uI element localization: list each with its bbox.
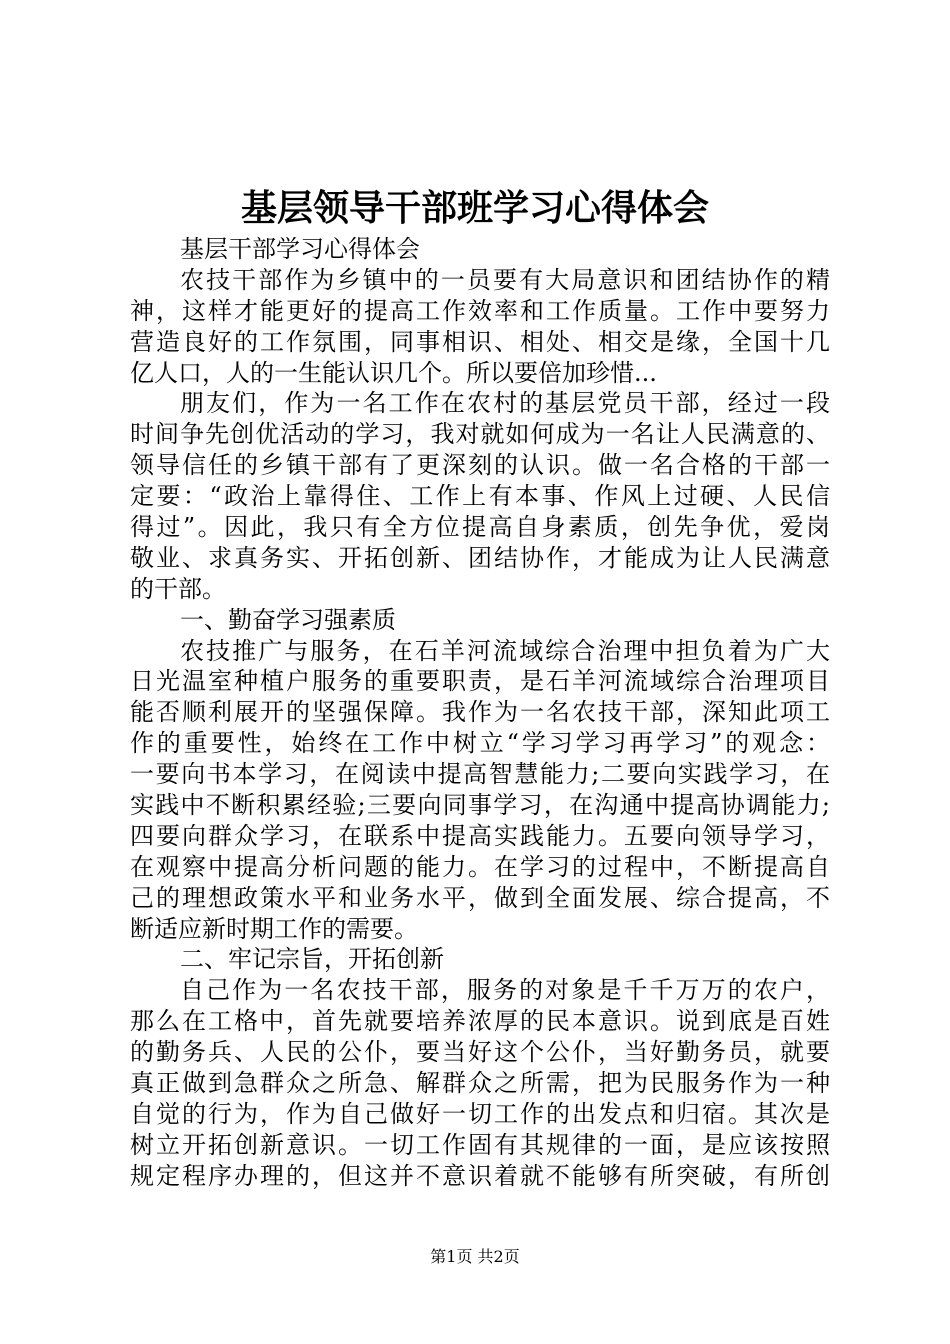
- body-line: 真正做到急群众之所急、解群众之所需，把为民服务作为一种: [130, 1069, 830, 1098]
- body-line: 一要向书本学习，在阅读中提高智慧能力;二要向实践学习，在: [130, 760, 830, 789]
- body-line: 农技推广与服务，在石羊河流域综合治理中担负着为广大: [180, 636, 830, 665]
- body-line: 规定程序办理的，但这并不意识着就不能够有所突破，有所创: [130, 1161, 830, 1190]
- body-line: 树立开拓创新意识。一切工作固有其规律的一面，是应该按照: [130, 1130, 830, 1159]
- body-line: 作的重要性，始终在工作中树立“学习学习再学习”的观念：: [130, 729, 830, 758]
- body-line: 日光温室种植户服务的重要职责，是石羊河流域综合治理项目: [130, 667, 830, 696]
- body-line: 农技干部作为乡镇中的一员要有大局意识和团结协作的精: [180, 265, 830, 294]
- body-line: 亿人口，人的一生能认识几个。所以要倍加珍惜...: [130, 358, 657, 387]
- body-line: 的勤务兵、人民的公仆，要当好这个公仆，当好勤务员，就要: [130, 1038, 830, 1067]
- body-line: 的干部。: [130, 574, 226, 603]
- body-line: 断适应新时期工作的需要。: [130, 914, 418, 943]
- body-line: 那么在工格中，首先就要培养浓厚的民本意识。说到底是百姓: [130, 1007, 830, 1036]
- body-line: 神，这样才能更好的提高工作效率和工作质量。工作中要努力: [130, 296, 830, 325]
- body-line: 在观察中提高分析问题的能力。在学习的过程中，不断提高自: [130, 852, 830, 881]
- section-heading: 一、勤奋学习强素质: [180, 605, 396, 634]
- body-line: 敬业、求真务实、开拓创新、团结协作，才能成为让人民满意: [130, 543, 830, 572]
- document-body: [130, 234, 830, 1192]
- body-line: 实践中不断积累经验;三要向同事学习，在沟通中提高协调能力;: [130, 791, 830, 820]
- body-line: 朋友们，作为一名工作在农村的基层党员干部，经过一段: [180, 389, 830, 418]
- body-line: 营造良好的工作氛围，同事相识、相处、相交是缘，全国十几: [130, 327, 830, 356]
- subtitle-line: 基层干部学习心得体会: [180, 235, 420, 263]
- body-line: 自觉的行为，作为自己做好一切工作的出发点和归宿。其次是: [130, 1099, 830, 1128]
- section-heading: 二、牢记宗旨，开拓创新: [180, 945, 444, 974]
- page-footer: 第1页 共2页: [430, 1247, 520, 1266]
- body-line: 能否顺利展开的坚强保障。我作为一名农技干部，深知此项工: [130, 698, 830, 727]
- body-line: 得过”。因此，我只有全方位提高自身素质，创先争优，爱岗: [130, 513, 830, 542]
- document-title: 基层领导干部班学习心得体会: [240, 187, 709, 229]
- body-line: 定要：“政治上靠得住、工作上有本事、作风上过硬、人民信: [130, 482, 830, 511]
- body-line: 四要向群众学习，在联系中提高实践能力。五要向领导学习，: [130, 821, 830, 850]
- body-line: 时间争先创优活动的学习，我对就如何成为一名让人民满意的、: [130, 420, 830, 449]
- body-line: 领导信任的乡镇干部有了更深刻的认识。做一名合格的干部一: [130, 451, 830, 480]
- body-line: 己的理想政策水平和业务水平，做到全面发展、综合提高，不: [130, 883, 830, 912]
- body-line: 自己作为一名农技干部，服务的对象是千千万万的农户，: [180, 976, 830, 1005]
